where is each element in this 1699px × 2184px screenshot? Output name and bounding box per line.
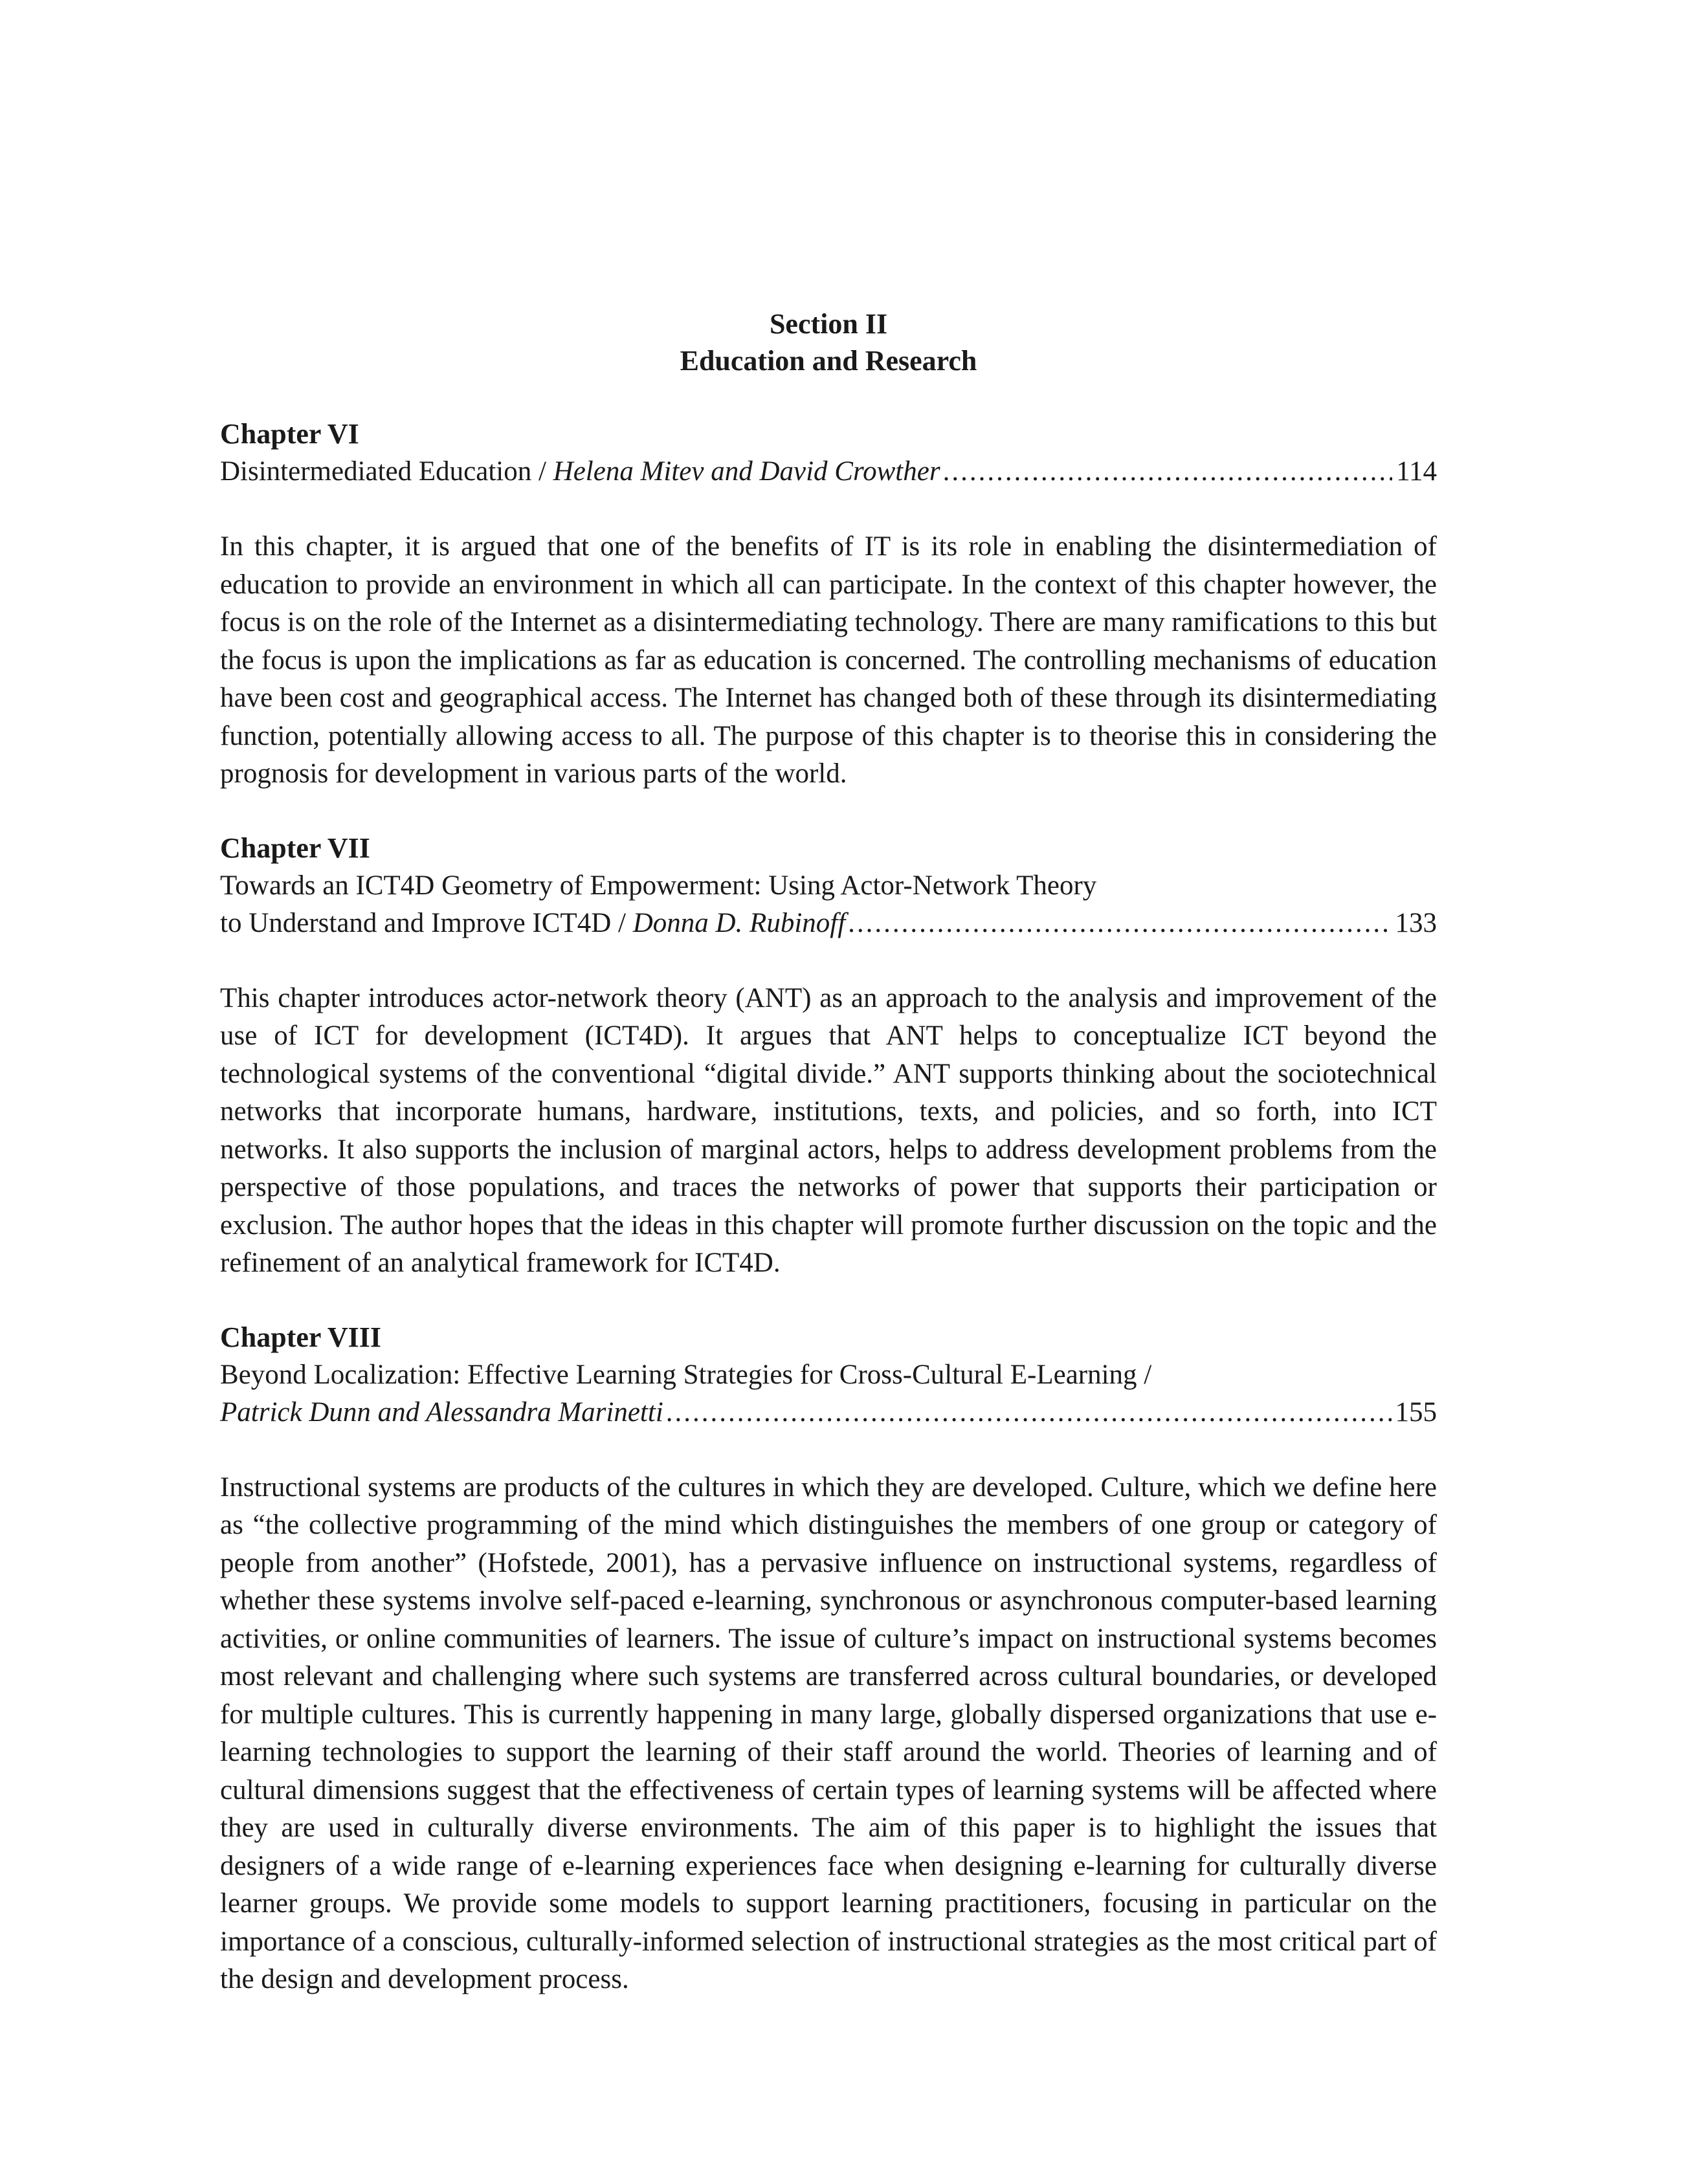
section-number: Section II <box>769 308 888 340</box>
dot-leader <box>666 1394 1392 1431</box>
section-heading <box>220 305 1437 379</box>
section-title: Education and Research <box>680 345 977 377</box>
dot-leader <box>943 453 1393 491</box>
page-number: 133 <box>1395 907 1437 938</box>
chapter-title-line: Beyond Localization: Effective Learning Strategies for Cross-Cultural E-Learning / <box>220 1359 1152 1390</box>
page-number: 114 <box>1396 456 1437 487</box>
chapter-label: Chapter VII <box>220 832 370 864</box>
toc-entry-line <box>220 1394 1437 1431</box>
chapter-title-line: Towards an ICT4D Geometry of Empowerment: Using Actor-Network Theory <box>220 870 1097 901</box>
chapter-label: Chapter VI <box>220 418 359 450</box>
chapter-authors: Donna D. Rubinoff <box>632 907 846 938</box>
chapter-title: Disintermediated Education / <box>220 456 553 487</box>
chapter-entry <box>220 1319 1437 1999</box>
chapter-entry <box>220 415 1437 793</box>
toc-entry-line <box>220 453 1437 491</box>
page-number: 155 <box>1395 1396 1437 1428</box>
toc-page <box>220 305 1437 2035</box>
chapter-title-continued: to Understand and Improve ICT4D / <box>220 907 633 938</box>
chapter-abstract: In this chapter, it is argued that one of the benefits of IT is its role in enabling the disintermediation of education to provide an environment in which all can participate. In the context of this chapter however, the focus is on the role of the Internet as a disintermediating technology. There are many ramifications to this but the focus is upon the implications as far as education is concerned. The controlling mechanisms of education have been cost and geographical access. The Internet has changed both of these through its disintermediating function, potentially allowing access to all. The purpose of this chapter is to theorise this in considering the prognosis for development in various parts of the world. <box>220 531 1437 789</box>
chapter-authors: Helena Mitev and David Crowther <box>553 456 940 487</box>
toc-entry-line <box>220 905 1437 942</box>
chapter-label: Chapter VIII <box>220 1321 381 1353</box>
chapter-entry <box>220 830 1437 1283</box>
chapter-abstract: This chapter introduces actor-network theory (ANT) as an approach to the analysis and improvement of the use of ICT for development (ICT4D). It argues that ANT helps to conceptualize ICT beyond the technological systems of the conventional “digital divide.” ANT supports thinking about the sociotechnical networks that incorporate humans, hardware, institutions, texts, and policies, and so forth, into ICT networks. It also supports the inclusion of marginal actors, helps to address development problems from the perspective of those populations, and traces the networks of power that supports their participation or exclusion. The author hopes that the ideas in this chapter will promote further discussion on the topic and the refinement of an analytical framework for ICT4D. <box>220 982 1437 1278</box>
chapter-abstract: Instructional systems are products of the cultures in which they are developed. Culture, which we define here as “the collective programming of the mind which distinguishes the members of one group or category of people from another” (Hofstede, 2001), has a pervasive influence on instructional systems, regardless of whether these systems involve self-paced e-learning, synchronous or asynchronous computer-based learning activities, or online communities of learners. The issue of culture’s impact on instructional systems becomes most relevant and challenging where such systems are transferred across cultural boundaries, or developed for multiple cultures. This is currently happening in many large, globally dispersed organizations that use e-learning technologies to support the learning of their staff around the world. Theories of learning and of cultural dimensions suggest that the effectiveness of certain types of learning systems will be affected where they are used in culturally diverse environments. The aim of this paper is to highlight the issues that designers of a wide range of e-learning experiences face when designing e-learning for culturally diverse learner groups. We provide some models to support learning practitioners, focusing in particular on the importance of a conscious, culturally-informed selection of instructional strategies as the most critical part of the design and development process. <box>220 1472 1437 1994</box>
chapter-authors: Patrick Dunn and Alessandra Marinetti <box>220 1396 663 1428</box>
dot-leader <box>848 905 1391 942</box>
